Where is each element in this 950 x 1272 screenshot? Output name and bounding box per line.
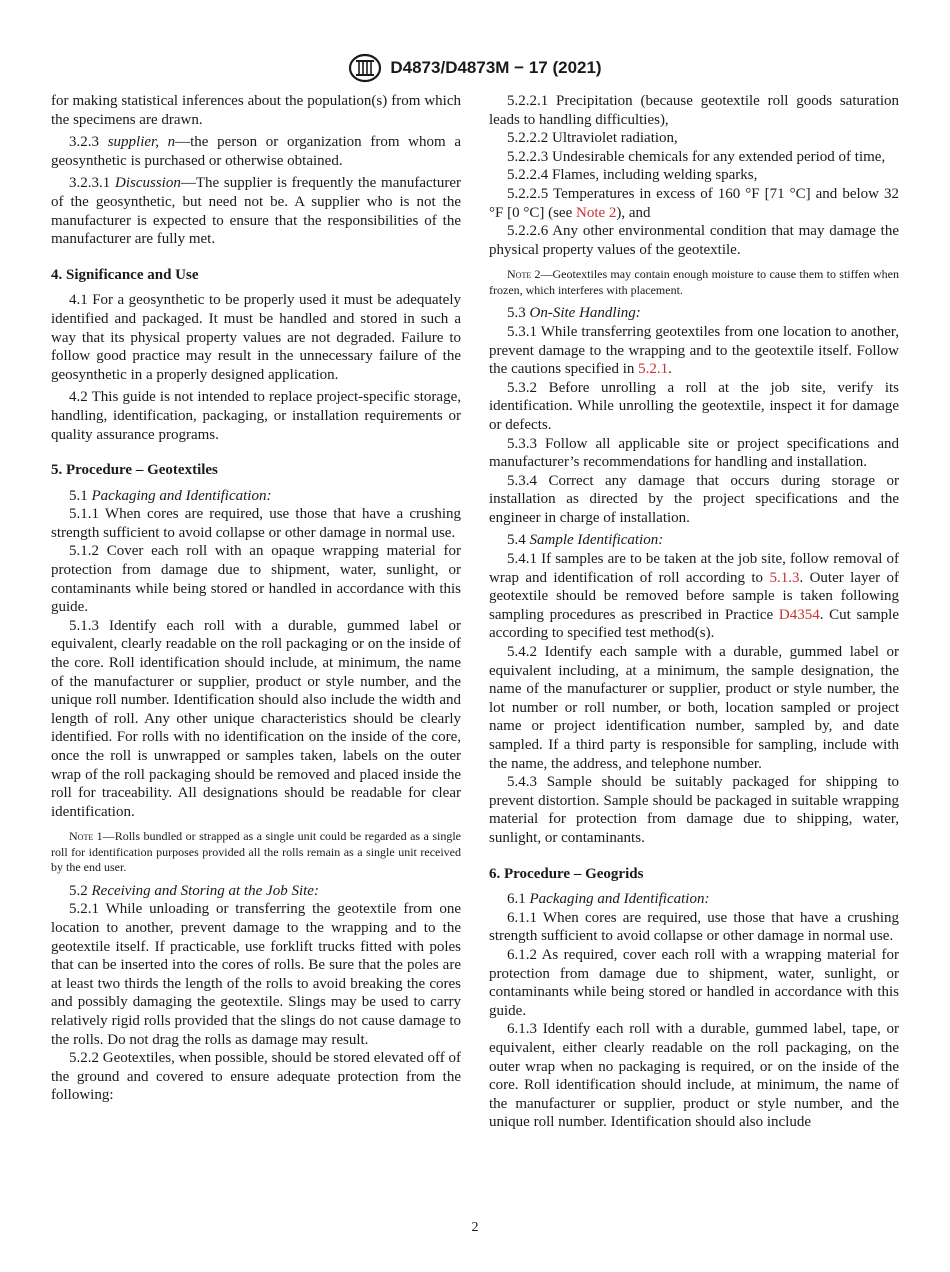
paragraph-6-1-1: 6.1.1 When cores are required, use those that have a crushing strength sufficient to avoid collapse or other damage in normal use. bbox=[489, 909, 899, 945]
astm-logo-icon bbox=[348, 53, 382, 83]
paragraph-5-2-2-2: 5.2.2.2 Ultraviolet radiation, bbox=[507, 130, 678, 147]
paragraph-5-4-1: 5.4.1 If samples are to be taken at the job site, follow removal of wrap and identification of roll according to 5.1.3. Outer layer of geotextile should be removed before sample is taken following sampling procedures as prescribed in Practice D4354. Cut sample according to specified test method(s). bbox=[489, 551, 899, 642]
paragraph-5-4-3: 5.4.3 Sample should be suitably packaged for shipping to prevent distortion. Sample should be packaged in suitable wrapping material for protection from damage due to shipping, water, sunlight, or contaminants. bbox=[489, 774, 899, 846]
left-column bbox=[51, 92, 461, 1105]
paragraph-5-3-2: 5.3.2 Before unrolling a roll at the job site, verify its identification. While unrolling the geotextile, inspect it for damage or defects. bbox=[489, 379, 899, 433]
paragraph-5-2-2-5: 5.2.2.5 Temperatures in excess of 160 °F [71 °C] and below 32 °F [0 °C] (see Note 2), and bbox=[489, 185, 899, 221]
subsection-5-1: 5.1 Packaging and Identification: bbox=[69, 487, 272, 504]
paragraph-5-2-1: 5.2.1 While unloading or transferring the geotextile from one location to another, prevent damage to the wrapping and to the geotextile itself. If practicable, use forklift trucks fitted with poles that can be inserted into the cores of rolls. Be sure that the poles are at least two thirds the length of the rolls to avoid breaking the cores and possibly damaging the geotextile. Slings may be used to carry relatively rigid rolls provided that the slings do not cause damage to the rolls. Do not drag the rolls as damage may result. bbox=[51, 901, 461, 1048]
paragraph-4-2: 4.2 This guide is not intended to replace project-specific storage, handling, identification, packaging, or installation requirements or quality assurance programs. bbox=[51, 389, 461, 443]
paragraph-4-1: 4.1 For a geosynthetic to be properly used it must be adequately identified and packaged. It must be handled and stored in such a way that its physical property values are not degraded. Failure to follow good practice may result in the unnecessary failure of the geosynthetic in a properly designed application. bbox=[51, 292, 461, 383]
page-header bbox=[0, 53, 950, 83]
paragraph-5-1-2: 5.1.2 Cover each roll with an opaque wrapping material for protection from damage due to shipment, water, sunlight, or contaminants while being stored or handled in accordance with this guide. bbox=[51, 543, 461, 616]
paragraph-5-3-1: 5.3.1 While transferring geotextiles from one location to another, prevent damage to the wrapping and to the geotextile itself. Follow the cautions specified in 5.2.1. bbox=[489, 323, 899, 378]
paragraph-6-1-3: 6.1.3 Identify each roll with a durable, gummed label, tape, or equivalent, either clearly readable on the roll packaging, on the outer wrap when no packaging is required, or on the inside of the core. Roll identification should include, at minimum, the name of the manufacturer or supplier, product or style number, and the unique roll number. Identification should also include bbox=[489, 1021, 899, 1131]
paragraph-5-4-2: 5.4.2 Identify each sample with a durable, gummed label or equivalent including, at a minimum, the sample designation, the name of the manufacturer or supplier, product or style number, the lot number or roll number, or both, location sampled or project name or project identification number, sampled by, and date sampled. If a third party is responsible for sampling, include with the name, the address, and telephone number. bbox=[489, 644, 899, 772]
subsection-5-4: 5.4 Sample Identification: bbox=[507, 532, 664, 549]
note-1: Note 1—Rolls bundled or strapped as a single unit could be regarded as a single roll for identification purposes provided all the rolls remain as a single unit received by the end user. bbox=[51, 829, 462, 875]
note-2-link[interactable]: Note 2 bbox=[575, 204, 617, 221]
practice-d4354-link[interactable]: D4354 bbox=[778, 606, 820, 623]
paragraph-5-1-1: 5.1.1 When cores are required, use those that have a crushing strength sufficient to avoid collapse or other damage in normal use. bbox=[51, 506, 461, 541]
paragraph-5-2-2-6: 5.2.2.6 Any other environmental condition that may damage the physical property values of the geotextile. bbox=[489, 223, 899, 258]
definition-supplier: 3.2.3 supplier, n—the person or organization from whom a geosynthetic is purchased or otherwise obtained. bbox=[51, 134, 462, 169]
subsection-5-3: 5.3 On-Site Handling: bbox=[507, 305, 641, 322]
paragraph-5-3-3: 5.3.3 Follow all applicable site or project specifications and manufacturer’s recommendations for handling and installation. bbox=[489, 435, 899, 471]
section-heading-6: 6. Procedure – Geogrids bbox=[489, 865, 644, 882]
paragraph-5-3-4: 5.3.4 Correct any damage that occurs during storage or installation as directed by the project specifications and the engineer in charge of installation. bbox=[489, 472, 899, 526]
standard-designation: D4873/D4873M − 17 (2021) bbox=[390, 58, 602, 77]
paragraph-5-2-2: 5.2.2 Geotextiles, when possible, should be stored elevated off of the ground and covered to ensure adequate protection from the following: bbox=[51, 1050, 461, 1104]
section-heading-5: 5. Procedure – Geotextiles bbox=[51, 462, 218, 479]
section-heading-4: 4. Significance and Use bbox=[51, 266, 199, 283]
paragraph-5-2-2-3: 5.2.2.3 Undesirable chemicals for any extended period of time, bbox=[507, 148, 886, 165]
section-5-1-3-link[interactable]: 5.1.3 bbox=[769, 569, 800, 586]
discussion-paragraph: 3.2.3.1 Discussion—The supplier is frequently the manufacturer of the geosynthetic, but need not be. A supplier who is not the manufacturer is expected to ensure that the responsibilities of the manufacturer are fully met. bbox=[51, 175, 462, 248]
paragraph: for making statistical inferences about the population(s) from which the specimens are drawn. bbox=[51, 93, 461, 128]
paragraph-5-2-2-4: 5.2.2.4 Flames, including welding sparks, bbox=[507, 167, 758, 184]
right-column bbox=[489, 92, 899, 1132]
paragraph-6-1-2: 6.1.2 As required, cover each roll with a wrapping material for protection from damage due to shipment, water, sunlight, or contaminants while being stored or handled in accordance with this guide. bbox=[489, 946, 899, 1019]
subsection-5-2: 5.2 Receiving and Storing at the Job Site: bbox=[69, 882, 319, 899]
page-number: 2 bbox=[471, 1220, 479, 1235]
subsection-6-1: 6.1 Packaging and Identification: bbox=[507, 891, 710, 908]
note-2: Note 2—Geotextiles may contain enough moisture to cause them to stiffen when frozen, which interferes with placement. bbox=[489, 267, 899, 297]
paragraph-5-2-2-1: 5.2.2.1 Precipitation (because geotextile roll goods saturation leads to handling difficulties), bbox=[489, 93, 899, 128]
section-5-2-1-link[interactable]: 5.2.1 bbox=[638, 361, 669, 378]
paragraph-5-1-3: 5.1.3 Identify each roll with a durable, gummed label or equivalent, clearly readable on the roll packaging or on the inside of the core. Roll identification should include, at minimum, the name of the manufacturer or supplier, product or style number, and the unique roll number. Identification should also include the width and length of roll. Any other unique characteristics should be clearly identified. For rolls with no identification on the inside of the core, once the roll is unwrapped or samples taken, labels on the outer wrap of the roll packaging should be removed and placed inside the roll for traceability. All designations should be readable for clear identification. bbox=[51, 617, 461, 820]
